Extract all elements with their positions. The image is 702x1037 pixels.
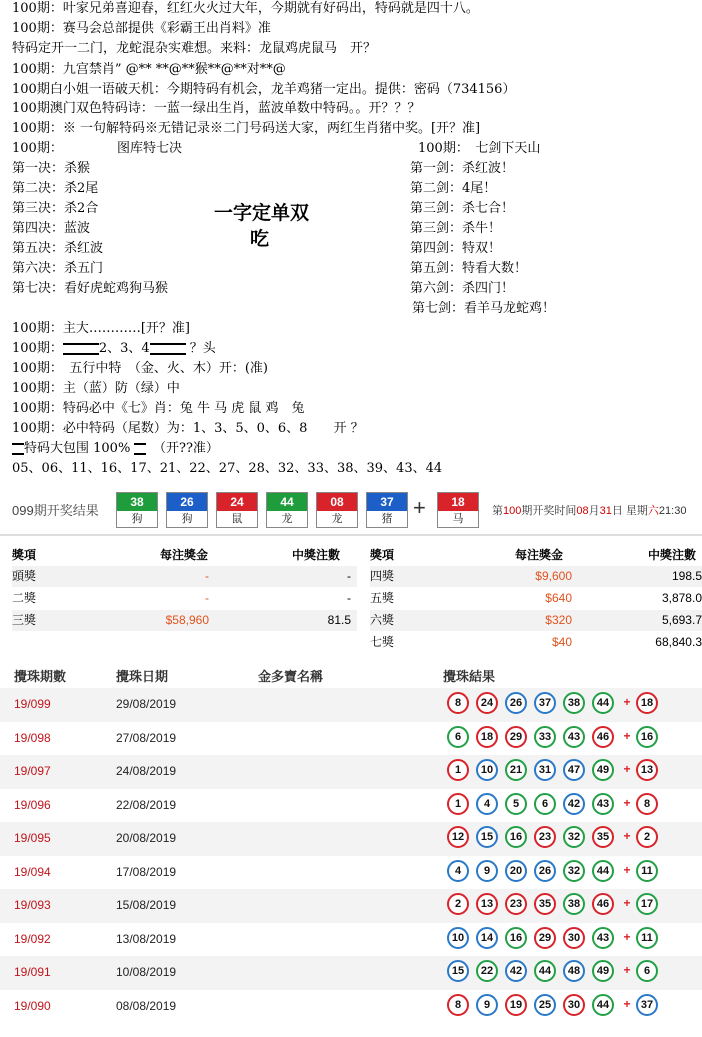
sword-item: 第七剑：看羊马龙蛇鸡！ — [412, 301, 556, 316]
result-ball: 21 — [505, 759, 527, 781]
special-result-ball: 6 — [636, 960, 658, 982]
prize-name: 七獎 — [370, 635, 395, 649]
prize-amount: - — [205, 569, 209, 583]
big-range-suffix: （开??准） — [159, 441, 219, 456]
result-ball: 32 — [563, 826, 585, 848]
result-ball: 25 — [534, 994, 556, 1016]
prize-row — [370, 610, 702, 632]
special-result-ball: 17 — [636, 893, 658, 915]
draw-label: 099期开奖结果 — [12, 503, 99, 518]
heads-numbers: 2、3、4 — [98, 341, 150, 356]
seven-swords-header: 100期： 七剑下天山 — [418, 141, 541, 156]
draw-ball — [116, 492, 158, 528]
next-draw-info — [492, 502, 686, 518]
next-text: 月 — [588, 505, 600, 517]
sword-item: 第三剑：杀牛！ — [410, 221, 502, 236]
bar-glyph — [63, 343, 75, 355]
period-cell: 19/098 — [14, 730, 51, 745]
date-cell: 29/08/2019 — [116, 697, 177, 711]
result-ball: 13 — [476, 893, 498, 915]
sword-item: 第四剑：特双！ — [410, 241, 502, 256]
result-ball: 18 — [476, 726, 498, 748]
prize-table-left — [12, 546, 357, 632]
forecast-line: 100期：必中特码（尾数）为：1、3、5、0、6、8 开 ？ — [12, 421, 364, 436]
result-balls — [447, 927, 665, 949]
prize-row — [370, 588, 702, 610]
plus-sign: + — [623, 963, 631, 977]
history-header — [0, 660, 702, 688]
forecast-line: 100期：主（蓝）防（绿）中 — [12, 381, 180, 396]
result-ball: 32 — [563, 860, 585, 882]
ball-zodiac: 鼠 — [217, 511, 257, 527]
header-cell: 金多寶名稱 — [258, 669, 324, 684]
ball-zodiac: 马 — [438, 511, 478, 527]
result-ball: 6 — [447, 726, 469, 748]
forecast-line: 100期：特码必中《七》肖：兔 牛 马 虎 鼠 鸡 兔 — [12, 401, 305, 416]
date-cell: 10/08/2019 — [116, 965, 177, 979]
period-cell: 19/094 — [14, 864, 51, 879]
tip-item: 第五决：杀红波 — [12, 241, 104, 256]
header-cell: 攪珠期數 — [14, 669, 67, 684]
result-ball: 30 — [563, 927, 585, 949]
draw-result-strip — [0, 486, 702, 530]
result-ball: 35 — [534, 893, 556, 915]
plus-sign: + — [623, 929, 631, 944]
prize-row — [370, 632, 702, 654]
prize-amount: $40 — [551, 635, 572, 649]
plus-sign: + — [623, 762, 631, 776]
prize-table-right — [370, 546, 702, 654]
result-ball: 24 — [476, 692, 498, 714]
bar-glyph — [12, 443, 24, 455]
result-ball: 8 — [447, 692, 469, 714]
prize-name: 四獎 — [370, 569, 395, 583]
ball-number: 18 — [438, 493, 478, 511]
prize-amount: $58,960 — [165, 613, 209, 627]
tip-item: 第六决：杀五门 — [12, 261, 104, 276]
date-cell: 22/08/2019 — [116, 797, 177, 812]
header-cell: 中獎注數 — [648, 548, 697, 562]
header-cell: 每注獎金 — [160, 548, 209, 562]
date-cell: 15/08/2019 — [116, 898, 177, 912]
date-cell: 08/08/2019 — [116, 998, 177, 1013]
prize-name: 二獎 — [12, 591, 37, 605]
draw-history-table — [0, 660, 702, 1023]
header-cell: 攪珠日期 — [116, 669, 169, 684]
date-cell: 27/08/2019 — [116, 730, 177, 745]
result-ball: 16 — [505, 826, 527, 848]
big-range-line — [12, 440, 219, 458]
result-ball: 38 — [563, 893, 585, 915]
forecast-line: 100期白小姐一语破天机：今期特码有机会，龙羊鸡猪一定出。提供：密码（734156） — [12, 82, 516, 97]
result-ball: 2 — [447, 893, 469, 915]
result-ball: 44 — [592, 860, 614, 882]
prize-row — [12, 588, 357, 610]
tip-item: 第一决：杀猴 — [12, 161, 91, 176]
bar-glyph — [174, 343, 186, 355]
ball-number: 44 — [267, 493, 307, 511]
seven-tips-period: 100期： — [12, 141, 63, 156]
prize-amount: - — [205, 591, 209, 605]
ball-number: 38 — [117, 493, 157, 511]
table-row — [0, 956, 702, 990]
result-ball: 48 — [563, 960, 585, 982]
prize-row — [12, 610, 357, 632]
seven-tips-header — [12, 140, 182, 158]
header-cell: 每注獎金 — [515, 548, 564, 562]
result-ball: 30 — [563, 994, 585, 1016]
result-ball: 44 — [592, 692, 614, 714]
result-ball: 38 — [563, 692, 585, 714]
ball-number: 08 — [317, 493, 357, 511]
result-balls — [447, 893, 665, 915]
heads-line — [12, 340, 216, 358]
result-ball: 1 — [447, 759, 469, 781]
ball-zodiac: 龙 — [267, 511, 307, 527]
stamp-line: 吃 — [250, 228, 270, 250]
table-row — [0, 688, 702, 722]
table-row — [0, 822, 702, 856]
prize-rows — [370, 566, 702, 654]
next-text: 期开奖时间 — [521, 505, 577, 517]
special-result-ball: 11 — [636, 860, 658, 882]
result-ball: 31 — [534, 759, 556, 781]
bar-glyph — [75, 343, 87, 355]
period-cell: 19/092 — [14, 931, 51, 946]
special-result-ball: 11 — [636, 927, 658, 949]
tip-item: 第七决：看好虎蛇鸡狗马猴 — [12, 281, 169, 296]
result-ball: 43 — [563, 726, 585, 748]
prize-count: 68,840.3 — [655, 635, 702, 649]
header-cell: 獎項 — [12, 548, 37, 562]
result-ball: 9 — [476, 860, 498, 882]
bar-glyph — [150, 343, 162, 355]
prize-amount: $640 — [545, 591, 572, 605]
ball-number: 26 — [167, 493, 207, 511]
prize-count: 5,693.7 — [661, 613, 702, 627]
divider — [0, 534, 702, 536]
result-balls — [447, 759, 665, 781]
next-day: 31 — [599, 505, 612, 517]
result-ball: 20 — [505, 860, 527, 882]
bar-glyph — [134, 443, 146, 455]
prize-count: - — [347, 591, 351, 605]
history-rows — [0, 688, 702, 1023]
stamp-line: 一字定单双 — [214, 202, 310, 224]
period-cell: 19/097 — [14, 764, 51, 778]
result-ball: 47 — [563, 759, 585, 781]
special-result-ball: 13 — [636, 759, 658, 781]
result-balls — [447, 726, 665, 748]
prize-count: 81.5 — [327, 613, 351, 627]
result-ball: 4 — [447, 860, 469, 882]
result-balls — [447, 793, 665, 815]
heads-period: 100期： — [12, 341, 63, 356]
result-ball: 1 — [447, 793, 469, 815]
prize-row — [370, 566, 702, 588]
prize-count: 198.5 — [671, 569, 702, 583]
table-row — [0, 856, 702, 890]
ball-number: 37 — [367, 493, 407, 511]
next-weekday: 六 — [647, 505, 659, 517]
table-row — [0, 990, 702, 1024]
result-balls — [447, 994, 665, 1016]
result-ball: 29 — [505, 726, 527, 748]
special-result-ball: 37 — [636, 994, 658, 1016]
result-ball: 46 — [592, 893, 614, 915]
prize-amount: $9,600 — [535, 569, 572, 583]
forecast-line: 100期：九宫禁肖” @** **@**猴**@**对**@ — [12, 62, 286, 77]
result-ball: 14 — [476, 927, 498, 949]
forecast-line: 100期：※ 一句解特码※无错记录※二门号码送大家，两红生肖猪中奖。[开？准] — [12, 121, 481, 136]
ball-zodiac: 狗 — [167, 511, 207, 527]
next-text: 日 星期 — [611, 505, 648, 517]
result-ball: 49 — [592, 960, 614, 982]
result-ball: 10 — [447, 927, 469, 949]
sword-item: 第六剑：杀四门！ — [410, 281, 515, 296]
result-ball: 8 — [447, 994, 469, 1016]
table-row — [0, 722, 702, 756]
date-cell: 13/08/2019 — [116, 931, 177, 946]
result-ball: 35 — [592, 826, 614, 848]
result-balls — [447, 692, 665, 714]
tip-item: 第三决：杀2合 — [12, 201, 99, 216]
result-ball: 22 — [476, 960, 498, 982]
period-cell: 19/090 — [14, 998, 51, 1013]
plus-sign: + — [623, 728, 631, 743]
prize-header — [370, 546, 702, 566]
ball-number: 24 — [217, 493, 257, 511]
seven-tips-title: 图库特七决 — [116, 141, 182, 156]
forecast-line: 100期： 五行中特 （金、火、木）开：(准) — [12, 361, 268, 376]
period-cell: 19/096 — [14, 797, 51, 812]
date-cell: 20/08/2019 — [116, 831, 177, 845]
ball-zodiac: 龙 — [317, 511, 357, 527]
forecast-line: 100期：主大…………[开？准] — [12, 321, 190, 336]
header-cell: 中獎注數 — [292, 548, 341, 562]
result-ball: 43 — [592, 927, 614, 949]
ball-zodiac: 狗 — [117, 511, 157, 527]
period-cell: 19/091 — [14, 965, 51, 979]
result-ball: 9 — [476, 994, 498, 1016]
result-ball: 15 — [476, 826, 498, 848]
bar-glyph — [162, 343, 174, 355]
sword-item: 第五剑：特看大数！ — [410, 261, 528, 276]
result-ball: 5 — [505, 793, 527, 815]
date-cell: 24/08/2019 — [116, 764, 177, 778]
result-ball: 26 — [505, 692, 527, 714]
sword-item: 第一剑：杀红波！ — [410, 161, 515, 176]
table-row — [0, 755, 702, 789]
prize-name: 頭獎 — [12, 569, 37, 583]
big-range-label: 特码大包围 100% — [24, 441, 131, 456]
result-ball: 29 — [534, 927, 556, 949]
special-result-ball: 18 — [636, 692, 658, 714]
table-row — [0, 889, 702, 923]
plus-sign: + — [623, 862, 631, 877]
result-ball: 19 — [505, 994, 527, 1016]
prize-rows — [12, 566, 357, 632]
tip-item: 第二决：杀2尾 — [12, 181, 99, 196]
result-ball: 23 — [505, 893, 527, 915]
special-result-ball: 2 — [636, 826, 658, 848]
next-month: 08 — [576, 505, 589, 517]
result-ball: 4 — [476, 793, 498, 815]
prize-name: 五獎 — [370, 591, 395, 605]
heads-suffix: ？头 — [189, 341, 216, 356]
draw-ball — [366, 492, 408, 528]
forecast-line: 特码定开一二门，龙蛇混杂实难想。来料：龙鼠鸡虎鼠马 开？ — [12, 41, 377, 56]
result-balls — [447, 960, 665, 982]
header-cell: 獎項 — [370, 548, 395, 562]
result-ball: 42 — [563, 793, 585, 815]
special-ball — [437, 492, 479, 528]
result-ball: 23 — [534, 826, 556, 848]
ball-zodiac: 猪 — [367, 511, 407, 527]
prize-row — [12, 566, 357, 588]
prize-count: 3,878.0 — [661, 591, 702, 605]
bar-glyph — [87, 343, 99, 355]
plus-sign: + — [623, 896, 631, 910]
plus-sign: + — [413, 495, 426, 520]
header-cell: 攪珠結果 — [443, 669, 496, 684]
prize-amount: $320 — [545, 613, 572, 627]
period-cell: 19/099 — [14, 697, 51, 711]
prize-count: - — [347, 569, 351, 583]
forecast-line: 100期：赛马会总部提供《彩霸王出肖料》准 — [12, 21, 271, 36]
draw-ball — [266, 492, 308, 528]
tip-item: 第四决：蓝波 — [12, 221, 91, 236]
plus-sign: + — [623, 996, 631, 1011]
result-balls — [447, 826, 665, 848]
sword-item: 第二剑：4尾！ — [410, 181, 497, 196]
result-ball: 43 — [592, 793, 614, 815]
result-ball: 6 — [534, 793, 556, 815]
result-ball: 37 — [534, 692, 556, 714]
result-balls — [447, 860, 665, 882]
forecast-line: 100期澳门双色特码诗：一蓝一绿出生肖，蓝波单数中特码。。开？？？ — [12, 101, 421, 116]
special-result-ball: 8 — [636, 793, 658, 815]
draw-ball — [166, 492, 208, 528]
plus-sign: + — [623, 695, 631, 709]
draw-ball — [216, 492, 258, 528]
handwritten-stamp — [214, 200, 309, 252]
result-ball: 26 — [534, 860, 556, 882]
result-ball: 10 — [476, 759, 498, 781]
result-ball: 44 — [592, 994, 614, 1016]
draw-ball — [316, 492, 358, 528]
prize-name: 三獎 — [12, 613, 37, 627]
prize-name: 六獎 — [370, 613, 395, 627]
result-ball: 42 — [505, 960, 527, 982]
plus-sign: + — [623, 829, 631, 843]
sword-item: 第三剑：杀七合！ — [410, 201, 515, 216]
date-cell: 17/08/2019 — [116, 864, 177, 879]
next-period: 100 — [503, 505, 522, 517]
result-ball: 49 — [592, 759, 614, 781]
special-result-ball: 16 — [636, 726, 658, 748]
number-list: 05、06、11、16、17、21、22、27、28、32、33、38、39、43、44 — [12, 461, 443, 476]
result-ball: 33 — [534, 726, 556, 748]
period-cell: 19/093 — [14, 898, 51, 912]
plus-sign: + — [623, 795, 631, 810]
forecast-line: 100期：叶家兄弟喜迎春，红红火火过大年，今期就有好码出，特码就是四十八。 — [12, 1, 479, 16]
table-row — [0, 789, 702, 823]
table-row — [0, 923, 702, 957]
result-ball: 12 — [447, 826, 469, 848]
result-ball: 15 — [447, 960, 469, 982]
next-time: 21:30 — [658, 505, 687, 517]
result-ball: 16 — [505, 927, 527, 949]
period-cell: 19/095 — [14, 831, 51, 845]
next-text: 第 — [492, 505, 503, 517]
prize-header — [12, 546, 357, 566]
result-ball: 46 — [592, 726, 614, 748]
result-ball: 44 — [534, 960, 556, 982]
